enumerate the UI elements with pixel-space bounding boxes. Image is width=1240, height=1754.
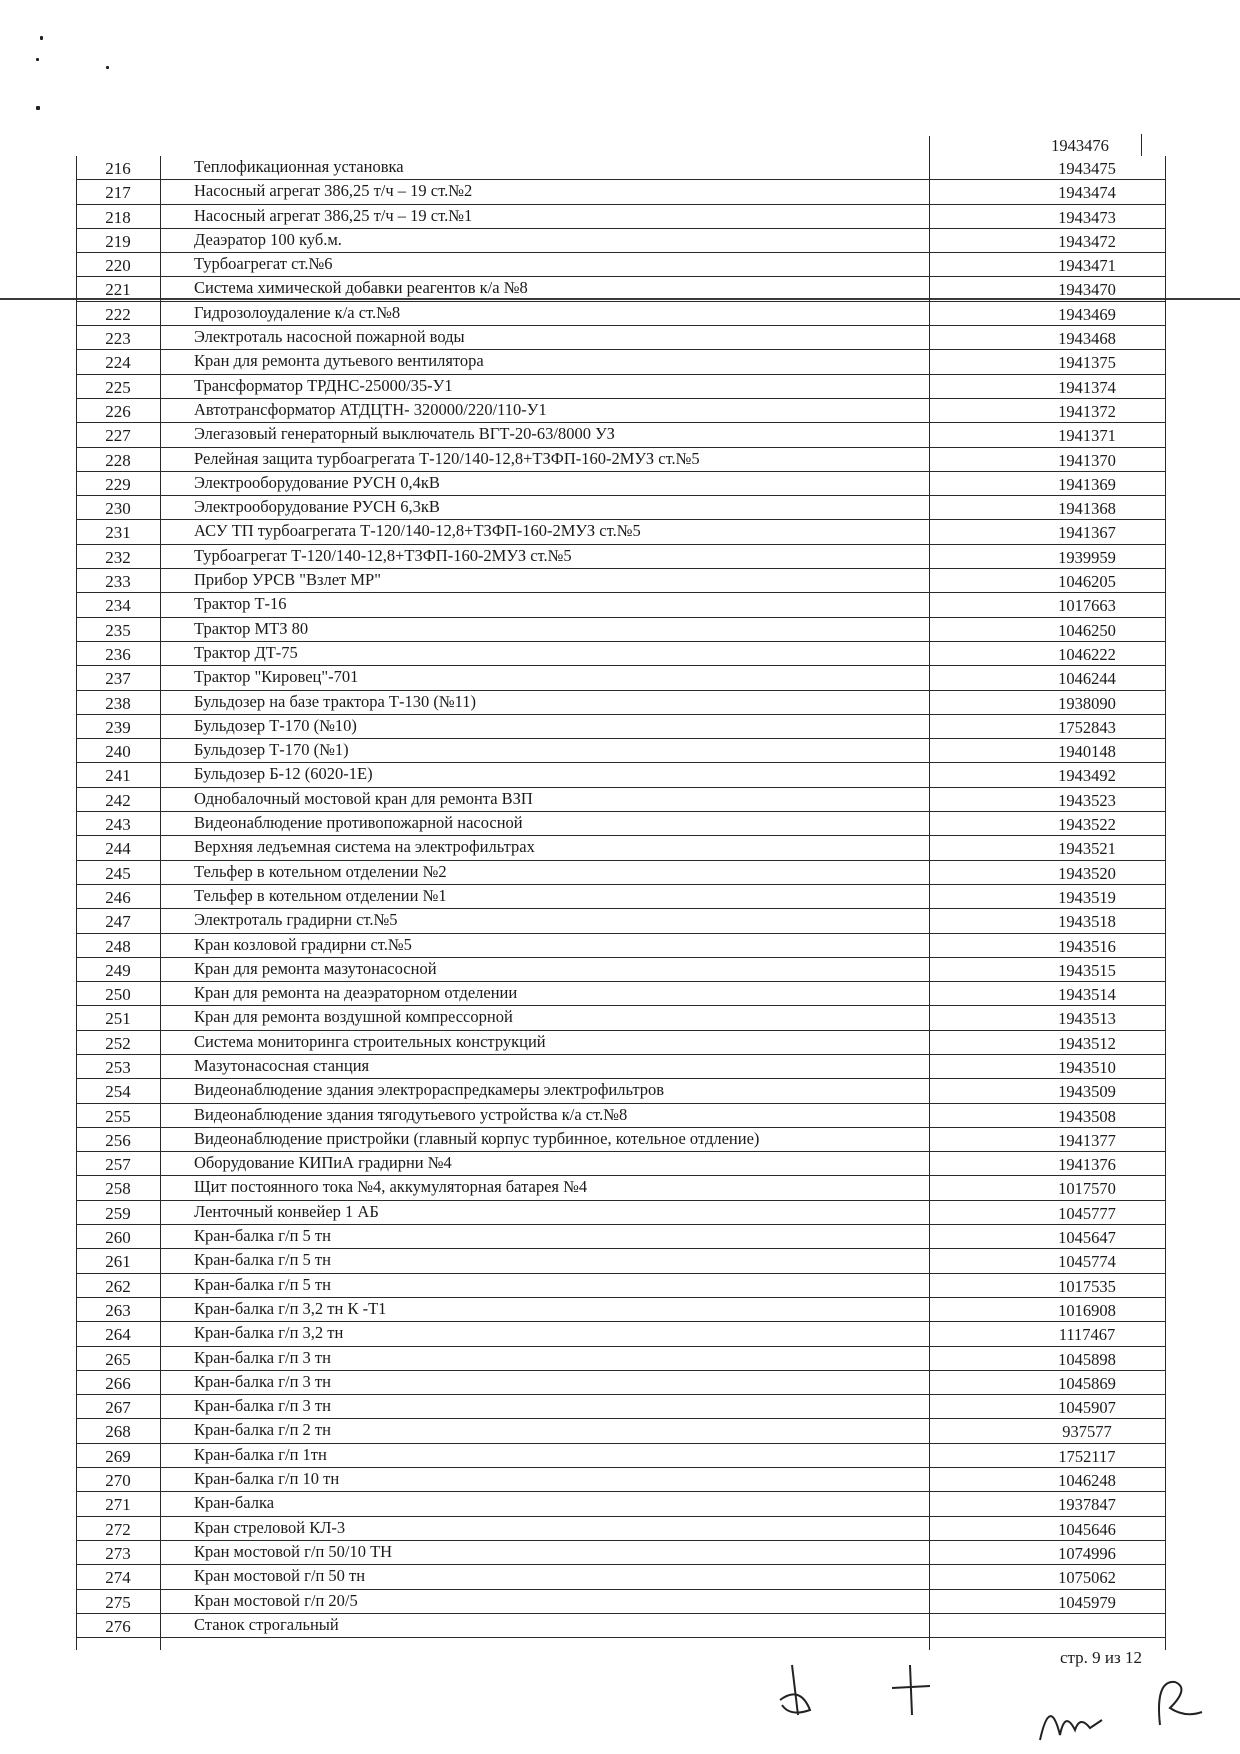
row-number: 247 <box>105 912 131 932</box>
row-code: 1937847 <box>1058 1495 1116 1515</box>
table-row <box>76 1104 1166 1128</box>
table-row <box>76 496 1166 520</box>
row-code: 1046244 <box>1058 669 1116 689</box>
row-name: Гидрозолоудаление к/а ст.№8 <box>194 302 401 322</box>
scan-speck <box>106 66 109 69</box>
row-number: 261 <box>105 1252 131 1272</box>
row-name: Видеонаблюдение пристройки (главный корпус турбинное, котельное отдление) <box>194 1128 760 1148</box>
row-code: 1943470 <box>1058 280 1116 300</box>
table-row <box>76 520 1166 544</box>
row-code: 1941372 <box>1058 401 1116 421</box>
table-row <box>76 156 1166 180</box>
row-name: Кран стреловой КЛ-3 <box>194 1517 346 1537</box>
row-code: 1943521 <box>1058 839 1116 859</box>
row-code: 1075062 <box>1058 1568 1116 1588</box>
row-code: 1752843 <box>1058 717 1116 737</box>
row-name: Видеонаблюдение противопожарной насосной <box>194 813 523 833</box>
row-number: 218 <box>105 207 131 227</box>
row-number: 272 <box>105 1519 131 1539</box>
row-number: 246 <box>105 887 131 907</box>
row-number: 232 <box>105 547 131 567</box>
table-row <box>76 1395 1166 1419</box>
row-name: Бульдозер Б-12 (6020-1Е) <box>194 764 373 784</box>
row-name: Кран-балка г/п 5 тн <box>194 1250 331 1270</box>
row-number: 230 <box>105 499 131 519</box>
row-code: 1045979 <box>1058 1592 1116 1612</box>
row-name: Трактор Т-16 <box>194 594 287 614</box>
row-code: 1943523 <box>1058 790 1116 810</box>
row-name: Верхняя ледъемная система на электрофильтрах <box>194 837 535 857</box>
row-code: 1941369 <box>1058 474 1116 494</box>
table-left-border <box>76 156 77 1650</box>
table-row <box>76 399 1166 423</box>
table-row <box>76 253 1166 277</box>
row-number: 243 <box>105 815 131 835</box>
row-name: Кран для ремонта воздушной компрессорной <box>194 1007 513 1027</box>
table-row <box>76 812 1166 836</box>
table-row <box>76 1468 1166 1492</box>
row-number: 274 <box>105 1568 131 1588</box>
table-row <box>76 229 1166 253</box>
row-number: 276 <box>105 1616 131 1636</box>
row-number: 258 <box>105 1179 131 1199</box>
row-number: 239 <box>105 717 131 737</box>
table-row <box>76 1079 1166 1103</box>
row-name: Кран-балка г/п 3 тн <box>194 1347 331 1367</box>
table-row <box>76 1419 1166 1443</box>
row-number: 245 <box>105 863 131 883</box>
row-name: Кран козловой градирни ст.№5 <box>194 934 412 954</box>
table-row <box>76 423 1166 447</box>
row-name: Кран мостовой г/п 50 тн <box>194 1566 366 1586</box>
table-row <box>76 326 1166 350</box>
row-code: 1117467 <box>1058 1325 1116 1345</box>
row-code: 1943475 <box>1058 159 1116 178</box>
row-code: 937577 <box>1062 1422 1112 1442</box>
row-code: 1752117 <box>1058 1446 1116 1466</box>
row-code: 1943468 <box>1058 329 1116 349</box>
row-number: 241 <box>105 766 131 786</box>
scan-speck <box>36 58 39 61</box>
table-row <box>76 861 1166 885</box>
table-row <box>76 1176 1166 1200</box>
row-name: Щит постоянного тока №4, аккумуляторная батарея №4 <box>194 1177 588 1197</box>
row-code: 1943519 <box>1058 887 1116 907</box>
table-row <box>76 569 1166 593</box>
row-name: Кран для ремонта дутьевого вентилятора <box>194 351 484 371</box>
row-code: 1940148 <box>1058 742 1116 762</box>
row-number: 260 <box>105 1228 131 1248</box>
table-row <box>76 642 1166 666</box>
row-number: 244 <box>105 839 131 859</box>
row-number: 231 <box>105 523 131 543</box>
table-row <box>76 982 1166 1006</box>
table-row <box>76 1541 1166 1565</box>
row-number: 253 <box>105 1057 131 1077</box>
row-code: 1943512 <box>1058 1033 1116 1053</box>
row-code: 1938090 <box>1058 693 1116 713</box>
row-number: 273 <box>105 1543 131 1563</box>
code-column-divider <box>929 156 930 1650</box>
row-code: 1939959 <box>1058 547 1116 567</box>
table-row <box>76 448 1166 472</box>
row-number: 233 <box>105 572 131 592</box>
row-name: Элегазовый генераторный выключатель ВГТ-20-63/8000 УЗ <box>194 424 615 444</box>
table-row <box>76 472 1166 496</box>
row-code: 1017663 <box>1058 596 1116 616</box>
inventory-table <box>76 156 1166 1638</box>
row-name: Тельфер в котельном отделении №1 <box>194 885 447 905</box>
table-row <box>76 763 1166 787</box>
row-number: 224 <box>105 353 131 373</box>
table-row <box>76 1055 1166 1079</box>
table-top-right-border <box>1141 134 1142 156</box>
row-name: Электроталь градирни ст.№5 <box>194 910 398 930</box>
row-name: Релейная защита турбоагрегата Т-120/140-12,8+ТЗФП-160-2МУЗ ст.№5 <box>194 448 700 468</box>
row-code: 1045647 <box>1058 1228 1116 1248</box>
row-name: Теплофикационная установка <box>194 157 404 176</box>
row-number: 268 <box>105 1422 131 1442</box>
row-code: 1943518 <box>1058 912 1116 932</box>
row-code: 1943492 <box>1058 766 1116 786</box>
row-name: Деаэратор 100 куб.м. <box>194 229 342 249</box>
table-row <box>76 593 1166 617</box>
row-code: 1943508 <box>1058 1106 1116 1126</box>
first-row-code: 1943476 <box>1051 136 1109 155</box>
table-row <box>76 618 1166 642</box>
row-number: 234 <box>105 596 131 616</box>
row-code: 1941368 <box>1058 499 1116 519</box>
table-row <box>76 666 1166 690</box>
row-code: 1045869 <box>1058 1373 1116 1393</box>
row-number: 251 <box>105 1009 131 1029</box>
row-number: 254 <box>105 1082 131 1102</box>
table-row <box>76 1249 1166 1273</box>
table-row <box>76 1614 1166 1638</box>
row-name: Оборудование КИПиА градирни №4 <box>194 1153 452 1173</box>
row-number: 228 <box>105 450 131 470</box>
row-name: Электроталь насосной пожарной воды <box>194 327 465 347</box>
row-code: 1941375 <box>1058 353 1116 373</box>
row-number: 248 <box>105 936 131 956</box>
row-name: Кран-балка г/п 3 тн <box>194 1396 331 1416</box>
row-number: 262 <box>105 1276 131 1296</box>
table-row <box>76 691 1166 715</box>
row-number: 225 <box>105 377 131 397</box>
row-name: Электрооборудование РУСН 0,4кВ <box>194 472 440 492</box>
row-code: 1046205 <box>1058 572 1116 592</box>
row-number: 249 <box>105 960 131 980</box>
table-row <box>76 1006 1166 1030</box>
row-number: 220 <box>105 256 131 276</box>
row-name: Турбоагрегат ст.№6 <box>194 254 333 274</box>
table-row <box>76 715 1166 739</box>
table-row <box>76 1444 1166 1468</box>
row-name: Кран-балка г/п 3,2 тн К -Т1 <box>194 1298 387 1318</box>
row-code: 1941376 <box>1058 1155 1116 1175</box>
row-name: Система химической добавки реагентов к/а №8 <box>194 278 528 298</box>
row-code: 1943516 <box>1058 936 1116 956</box>
row-name: Бульдозер Т-170 (№10) <box>194 715 357 735</box>
row-name: Трансформатор ТРДНС-25000/35-У1 <box>194 375 453 395</box>
row-code: 1943509 <box>1058 1082 1116 1102</box>
row-code: 1943474 <box>1058 183 1116 203</box>
row-code: 1045646 <box>1058 1519 1116 1539</box>
row-name: Кран-балка <box>194 1493 275 1513</box>
table-row <box>76 1371 1166 1395</box>
row-code: 1941371 <box>1058 426 1116 446</box>
table-row <box>76 1590 1166 1614</box>
row-name: Кран для ремонта на деаэраторном отделении <box>194 983 518 1003</box>
scan-speck <box>40 36 43 40</box>
table-row <box>76 1031 1166 1055</box>
row-number: 250 <box>105 985 131 1005</box>
signature-mark <box>880 1660 940 1720</box>
row-name: Кран-балка г/п 1тн <box>194 1444 327 1464</box>
table-row <box>76 1565 1166 1589</box>
row-code: 1943522 <box>1058 815 1116 835</box>
row-number: 270 <box>105 1471 131 1491</box>
row-code: 1943514 <box>1058 985 1116 1005</box>
row-name: АСУ ТП турбоагрегата Т-120/140-12,8+ТЗФП-160-2МУЗ ст.№5 <box>194 521 641 541</box>
row-name: Кран-балка г/п 3,2 тн <box>194 1323 344 1343</box>
table-row <box>76 1492 1166 1516</box>
page-counter: стр. 9 из 12 <box>1060 1648 1142 1667</box>
row-name: Автотрансформатор АТДЦТН- 320000/220/110-У1 <box>194 399 547 419</box>
row-number: 269 <box>105 1446 131 1466</box>
row-name: Кран-балка г/п 5 тн <box>194 1274 331 1294</box>
table-row <box>76 739 1166 763</box>
row-number: 226 <box>105 401 131 421</box>
row-code: 1045907 <box>1058 1398 1116 1418</box>
row-code: 1045898 <box>1058 1349 1116 1369</box>
table-row <box>76 1322 1166 1346</box>
row-code: 1941377 <box>1058 1130 1116 1150</box>
row-code: 1941367 <box>1058 523 1116 543</box>
signature-mark <box>1030 1690 1110 1750</box>
row-name: Система мониторинга строительных конструкций <box>194 1031 546 1051</box>
row-code: 1943471 <box>1058 256 1116 276</box>
table-row <box>76 277 1166 301</box>
row-name: Станок строгальный <box>194 1614 339 1634</box>
table-row <box>76 909 1166 933</box>
row-code: 1943520 <box>1058 863 1116 883</box>
table-row <box>76 1298 1166 1322</box>
row-name: Кран-балка г/п 10 тн <box>194 1469 340 1489</box>
table-row <box>76 1347 1166 1371</box>
table-row <box>76 205 1166 229</box>
row-name: Видеонаблюдение здания электрораспредкамеры электрофильтров <box>194 1080 665 1100</box>
row-name: Трактор МТЗ 80 <box>194 618 309 638</box>
row-name: Кран мостовой г/п 20/5 <box>194 1590 358 1610</box>
table-row <box>76 350 1166 374</box>
num-column-divider <box>160 156 161 1650</box>
row-code: 1017570 <box>1058 1179 1116 1199</box>
row-code: 1046250 <box>1058 620 1116 640</box>
row-number: 267 <box>105 1398 131 1418</box>
row-code: 1943472 <box>1058 231 1116 251</box>
row-name: Кран мостовой г/п 50/10 ТН <box>194 1541 393 1561</box>
row-number: 259 <box>105 1203 131 1223</box>
table-row <box>76 836 1166 860</box>
row-code: 1046248 <box>1058 1471 1116 1491</box>
table-row <box>76 958 1166 982</box>
row-code: 1941374 <box>1058 377 1116 397</box>
row-code: 1943515 <box>1058 960 1116 980</box>
table-row <box>76 375 1166 399</box>
table-row <box>76 1152 1166 1176</box>
row-number: 235 <box>105 620 131 640</box>
table-row <box>76 1225 1166 1249</box>
row-number: 266 <box>105 1373 131 1393</box>
row-number: 227 <box>105 426 131 446</box>
row-name: Трактор ДТ-75 <box>194 642 298 662</box>
signature-mark <box>770 1655 840 1725</box>
row-number: 229 <box>105 474 131 494</box>
row-number: 222 <box>105 304 131 324</box>
row-number: 275 <box>105 1592 131 1612</box>
row-name: Бульдозер на базе трактора Т-130 (№11) <box>194 691 476 711</box>
scan-speck <box>36 106 40 110</box>
row-number: 219 <box>105 231 131 251</box>
row-code: 1045777 <box>1058 1203 1116 1223</box>
row-number: 221 <box>105 280 131 300</box>
row-name: Ленточный конвейер 1 АБ <box>194 1201 379 1221</box>
row-number: 242 <box>105 790 131 810</box>
row-code: 1941370 <box>1058 450 1116 470</box>
row-number: 264 <box>105 1325 131 1345</box>
row-number: 216 <box>105 159 131 178</box>
row-number: 240 <box>105 742 131 762</box>
table-row <box>76 545 1166 569</box>
table-row <box>76 302 1166 326</box>
row-name: Турбоагрегат Т-120/140-12,8+ТЗФП-160-2МУЗ ст.№5 <box>194 545 572 565</box>
row-name: Бульдозер Т-170 (№1) <box>194 740 349 760</box>
row-code: 1017535 <box>1058 1276 1116 1296</box>
row-code: 1943473 <box>1058 207 1116 227</box>
row-number: 217 <box>105 183 131 203</box>
table-row <box>76 885 1166 909</box>
table-row <box>76 180 1166 204</box>
row-number: 255 <box>105 1106 131 1126</box>
row-number: 271 <box>105 1495 131 1515</box>
row-name: Электрооборудование РУСН 6,3кВ <box>194 497 440 517</box>
table-row <box>76 1128 1166 1152</box>
row-number: 238 <box>105 693 131 713</box>
row-number: 252 <box>105 1033 131 1053</box>
row-code: 1074996 <box>1058 1543 1116 1563</box>
table-row <box>76 1274 1166 1298</box>
table-row <box>76 934 1166 958</box>
row-code: 1943513 <box>1058 1009 1116 1029</box>
row-name: Кран для ремонта мазутонасосной <box>194 958 437 978</box>
row-code: 1016908 <box>1058 1300 1116 1320</box>
row-name: Кран-балка г/п 3 тн <box>194 1371 331 1391</box>
row-number: 257 <box>105 1155 131 1175</box>
row-name: Насосный агрегат 386,25 т/ч – 19 ст.№1 <box>194 205 473 225</box>
row-name: Прибор УРСВ "Взлет МР" <box>194 570 381 590</box>
row-number: 256 <box>105 1130 131 1150</box>
signature-mark <box>1140 1670 1210 1740</box>
row-number: 265 <box>105 1349 131 1369</box>
row-name: Мазутонасосная станция <box>194 1055 370 1075</box>
row-name: Насосный агрегат 386,25 т/ч – 19 ст.№2 <box>194 181 473 201</box>
row-name: Трактор "Кировец"-701 <box>194 667 359 687</box>
table-row <box>76 788 1166 812</box>
table-top-right-border <box>929 136 930 156</box>
row-name: Видеонаблюдение здания тягодутьевого устройства к/а ст.№8 <box>194 1104 628 1124</box>
row-code: 1943469 <box>1058 304 1116 324</box>
table-row <box>76 1517 1166 1541</box>
row-number: 236 <box>105 644 131 664</box>
row-name: Тельфер в котельном отделении №2 <box>194 861 447 881</box>
row-name: Кран-балка г/п 5 тн <box>194 1226 331 1246</box>
table-row <box>76 1201 1166 1225</box>
row-name: Кран-балка г/п 2 тн <box>194 1420 331 1440</box>
table-right-border <box>1165 156 1166 1650</box>
row-code: 1046222 <box>1058 644 1116 664</box>
row-number: 263 <box>105 1300 131 1320</box>
row-number: 223 <box>105 329 131 349</box>
row-name: Однобалочный мостовой кран для ремонта ВЗП <box>194 788 533 808</box>
row-code: 1045774 <box>1058 1252 1116 1272</box>
row-code: 1943510 <box>1058 1057 1116 1077</box>
row-number: 237 <box>105 669 131 689</box>
